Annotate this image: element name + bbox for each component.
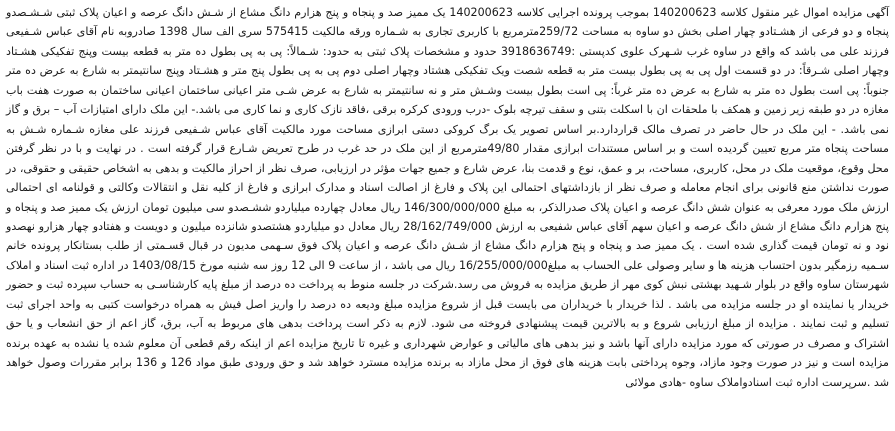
auction-notice-text: آگهی مزایده اموال غیر منقول کلاسه 140200623 بموجب پرونده اجرایی کلاسه 140200623 یک ممیز صد و پنجاه و پنج هزارم دانگ مشاع از شـش دانگ عرصه و اعیان پلاک ثبتی شـشـصدو پنجاه و دو فرعی از هشـتادو چهار اصلی بخش دو ساوه به مساحت 259/72مترمربع با کاربری تجاری به شـماره ورقه مالکیت 575415 سری الف سال 1398 صادروبه نام آقای عباس شـفیعی فرزند علی می باشد که واقع در ساوه غرب شـهرک علوی کدپستی :3918636749 حدود و مشخصات پلاک ثبتی به حدود: شـمالاً: پی به پی بطول ده متر به قطعه بیست وپنج تفکیکی هشـتاد وچهار اصلی شـرقاً: در دو قسمت اول پی به پی بطول بیست متر به قطعه شصت ویک تفکیکی هشتاد وچهار اصلی دوم پی به پی بطول پنج متر و هشـتاد وپنج سانتیمتر به شارع به عرض ده متر جنوباً: پی است بطول ده متر به شارع به عرض ده متر غرباً: پی است بطول بیست وشـش متر و نه سانتیمتر به شارع به عرض شـی متر اعیانی ساختمان اعیانی ساختمان به صورت هفت باب مغازه در دو طبقه زیر زمین و همکف با ملحقات ان با اسکلت بتنی و سقف تیرچه بلوک -درب ورودی کرکره برقی ،فاقد نازک کاری و نما کاری می باشد.- این ملک دارای امتیازات آب – برق و گاز نمی باشد. - این ملک در حال حاضر در تصرف مالک قراردارد.بر اساس تصویر یک برگ کروکی دستی ابرازی مساحت مورد مالکیت آقای عباس شـفیعی فرزند علی مغازه شـماره شـش به مساحت پنجاه متر مربع تعیین گردیده است و بر اساس مستندات ابرازی مقدار 49/80مترمربع از این ملک در حد غرب در طرح تعریض شـارع قرار گرفته است . در نهایت و با در نظر گرفتن محل وقوع، موقعیت ملک در محل، کاربری، مساحت، بر و عمق، نوع و قدمت بنا، عرض شارع و جمیع جهات مؤثر در ارزیابی، صرف نظر از احراز مالکیت و بدهی به اشخاص حقیقی و حقوقی، در صورت نداشتن منع قانونی برای انجام معامله و صرف نظر از بازداشتهای احتمالی این پلاک و فارغ از اصالت اسناد و مدارک ابرازی و فارغ از کلیه نقل و انتقالات وکالتی و قولنامه ای احتمالی ارزش ملک مورد معرفی به عنوان شش دانگ عرصه و اعیان پلاک صدرالذکر، به مبلغ 146/300/000/000 ریال معادل چهارده میلیاردو ششـصدو سی میلیون تومان ارزش یک ممیز صد و پنجاه و پنج هزارم دانگ مشاع از شش دانگ عرصه و اعیان سهم آقای عباس شفیعی به ارزش 28/162/749/000 ریال معادل دو میلیاردو هشتصدو شانزده میلیون و دویست و هفتادو چهار هزارو نهصدو نود و نه تومان قیمت گذاری شده است . یک ممیز صد و پنجاه و پنج هزارم دانگ مشاع از شـش دانگ عرصه و اعیان پلاک فوق سـهمی مدیون در قبال قسـمتی از طلب بستانکار پرونده خانم سـمیه رزمگیر بدون احتساب هزینه ها و سایر وصولی علی الحساب به مبلغ16/255/000/000 ریال می باشد ، از ساعت 9 الی 12 روز سه شنبه مورخ 1403/08/15 در اداره ثبت اسناد و املاک شهرستان ساوه واقع در بلوار شـهید بهشتی نبش کوی مهر از طریق مزایده به فروش می رسد.شرکت در جلسه منوط به پرداخت ده درصد از مبلغ پایه کارشناسـی به حساب سپرده ثبت و حضور خریدار یا نماینده او در جلسه مزایده می باشد . لذا خریدار با خریداران می بایست قبل از شروع مزایده مبلغ ودیعه ده درصد را واریز اصل فیش به همراه درخواست کتبی به واحد اجرای ثبت تسلیم و ثبت نمایند . مزایده از مبلغ ارزیابی شروع و به بالاترین قیمت پیشنهادی فروخته می شود. لازم به ذکر است پرداخت بدهی های مربوط به آب، برق، گاز اعم از حق انشعاب و یا حق اشتراک و مصرف در صورتی که مورد مزایده دارای آنها باشد و نیز بدهی های مالیاتی و عوارض شهرداری و غیره تا تاریخ مزایده اعم از اینکه رقم قطعی آن معلوم شده یا نشده به عهده برنده مزایده است و نیز در صورت وجود مازاد، وجوه پرداختی بابت هزینه های فوق از محل مازاد به برنده مزایده مسترد خواهد شد و حق ورودی طبق مواد 126 و 136 برابر مقررات وصول خواهد شد .سرپرست اداره ثبت اسنادواملاک ساوه -هادی مولائی — [6, 6, 890, 389]
